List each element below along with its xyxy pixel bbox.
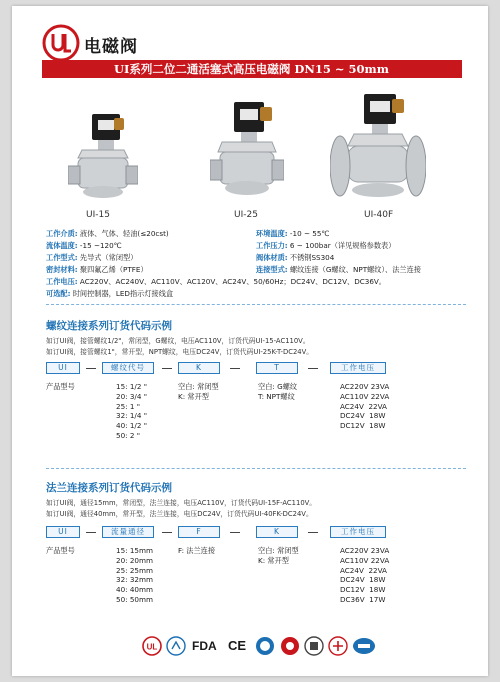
flange-col-model: 产品型号	[46, 546, 75, 555]
thread-example-2: 如订UI阀，接管螺纹1"，常开型，NPT螺纹，电压DC24V，订货代码UI-25K-T-DC24V。	[46, 348, 314, 356]
spec-medium: 工作介质: 液体、气体、轻油(≤20cst)	[46, 229, 169, 238]
thread-example-1: 如订UI阀，接管螺纹1/2"，常闭型，G螺纹，电压AC110V，订货代码UI-15-AC110V。	[46, 337, 310, 345]
code-box-t: T	[256, 362, 298, 374]
cert-icon-7	[304, 636, 324, 656]
cert-icon-6	[280, 636, 300, 656]
dash	[308, 368, 318, 369]
thread-col-model: 产品型号	[46, 382, 75, 391]
code-box-thread: 螺纹代号	[102, 362, 154, 374]
code-box-f: F	[178, 526, 220, 538]
dash	[230, 532, 240, 533]
acs-cert-icon	[166, 636, 186, 656]
ul-cert-icon	[142, 636, 162, 656]
dash	[308, 532, 318, 533]
svg-text:UL: UL	[146, 642, 158, 652]
fda-cert-icon: FDA	[192, 639, 217, 653]
spec-connection: 连接型式: 螺纹连接（G螺纹、NPT螺纹）、法兰连接	[256, 265, 421, 274]
title-bar	[42, 60, 462, 78]
thread-col-type: 空白: 常闭型 K: 常开型	[178, 382, 219, 401]
flange-col-type: 空白: 常闭型 K: 常开型	[258, 546, 299, 565]
valve-ui40f-image	[330, 90, 426, 206]
spec-body: 阀体材质: 不锈钢SS304	[256, 253, 335, 262]
code-box-k: K	[256, 526, 298, 538]
cert-icon-8	[328, 636, 348, 656]
section-divider	[46, 468, 466, 469]
code-box-voltage: 工作电压	[330, 362, 386, 374]
product-series-title: UI系列二位二通活塞式高压电磁阀 DN15 ~ 50mm	[114, 62, 389, 76]
spec-options: 可选配: 时间控制器，LED指示灯接线盒	[46, 289, 174, 298]
ce-cert-icon: CE	[228, 638, 247, 653]
code-box-ui: UI	[46, 526, 80, 538]
spec-seal: 密封材料: 聚四氟乙烯（PTFE）	[46, 265, 148, 274]
dash	[86, 532, 96, 533]
thread-section-title: 螺纹连接系列订货代码示例	[46, 320, 172, 332]
spec-mode: 工作型式: 先导式（常闭型）	[46, 253, 138, 262]
thread-col-thread: 空白: G螺纹 T: NPT螺纹	[258, 382, 298, 401]
brand-title: 电磁阀	[84, 37, 138, 57]
flange-col-connection: F: 法兰连接	[178, 546, 216, 555]
dash	[230, 368, 240, 369]
flange-col-diameter: 15: 15mm 20: 20mm 25: 25mm 32: 32mm 40: 40mm 50: 50mm	[116, 546, 154, 604]
code-box-ui: UI	[46, 362, 80, 374]
valve-ui15-image	[68, 110, 138, 206]
dash	[162, 532, 172, 533]
flange-example-2: 如订UI阀，通径40mm，常开型，法兰连接，电压DC24V，订货代码UI-40FK-DC24V。	[46, 510, 313, 518]
section-divider	[46, 304, 466, 305]
rohs-cert-icon	[254, 636, 276, 656]
catalog-page	[12, 6, 488, 676]
spec-pressure: 工作压力: 6 ~ 100bar（详见规格参数表）	[256, 241, 396, 250]
product-label-ui40f: UI-40F	[364, 210, 394, 220]
flange-section-title: 法兰连接系列订货代码示例	[46, 482, 172, 494]
product-label-ui25: UI-25	[234, 210, 258, 220]
code-box-voltage: 工作电压	[330, 526, 386, 538]
dash	[162, 368, 172, 369]
spec-env-temp: 环境温度: -10 ~ 55℃	[256, 229, 330, 238]
thread-col-voltage: AC220V 23VA AC110V 22VA AC24V 22VA DC24V 18W DC12V 18W	[340, 382, 390, 431]
spec-fluid-temp: 流体温度: -15 ~120℃	[46, 241, 122, 250]
tuv-cert-icon	[352, 636, 376, 656]
ul-logo-icon	[42, 24, 80, 62]
flange-col-voltage: AC220V 23VA AC110V 22VA AC24V 22VA DC24V 18W DC12V 18W DC36V 17W	[340, 546, 390, 604]
code-box-k: K	[178, 362, 220, 374]
flange-example-1: 如订UI阀，通径15mm，常闭型，法兰连接，电压AC110V，订货代码UI-15F-AC110V。	[46, 499, 317, 507]
code-box-diameter: 流量通径	[102, 526, 154, 538]
product-label-ui15: UI-15	[86, 210, 110, 220]
valve-ui25-image	[210, 98, 284, 204]
spec-voltage: 工作电压: AC220V、AC240V、AC110V、AC120V、AC24V、50/60Hz；DC24V、DC12V、DC36V。	[46, 277, 386, 286]
dash	[86, 368, 96, 369]
thread-col-size: 15: 1/2 " 20: 3/4 " 25: 1 " 32: 1/4 " 40: 1/2 " 50: 2 "	[116, 382, 148, 440]
